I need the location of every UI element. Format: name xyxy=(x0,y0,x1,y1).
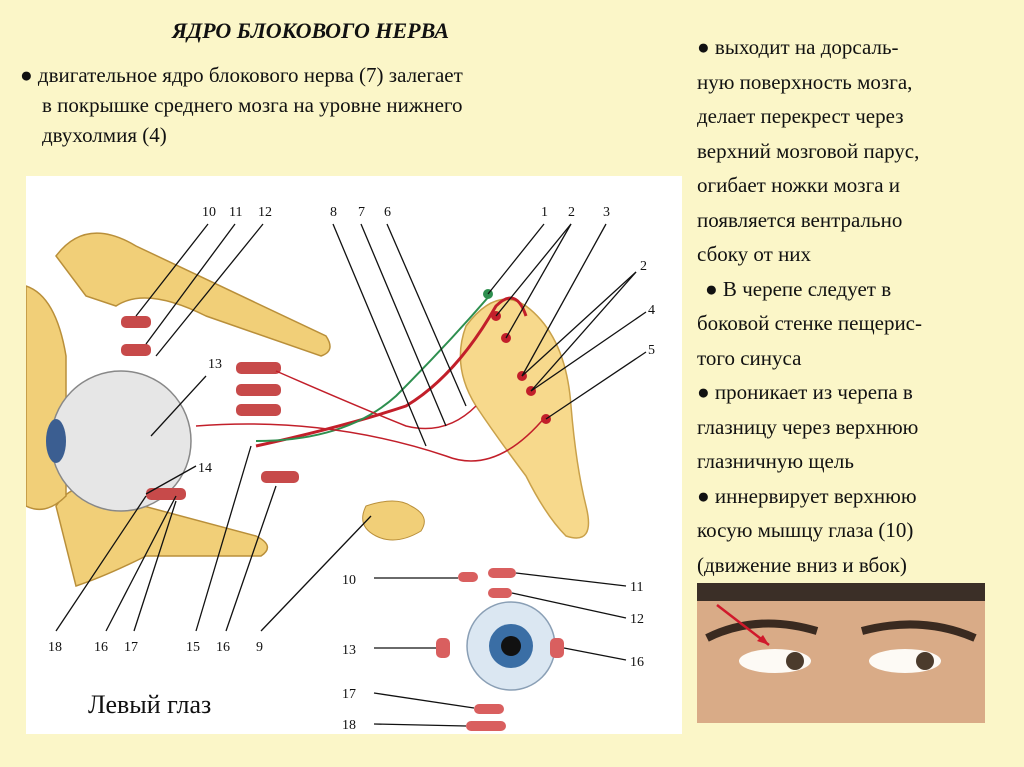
label-3: 3 xyxy=(603,205,610,220)
muscle-inferior-oblique xyxy=(261,471,299,483)
desc-line: косую мышцу глаза (10) xyxy=(697,518,914,542)
label-15: 15 xyxy=(186,640,200,655)
inset-label-10: 10 xyxy=(342,573,356,588)
label-14: 14 xyxy=(198,461,212,476)
label-5: 5 xyxy=(648,343,655,358)
desc-line: ● иннервирует верхнюю xyxy=(697,483,917,508)
label-7: 7 xyxy=(358,205,365,220)
desc-line: появляется вентрально xyxy=(697,207,903,232)
desc-line: ● проникает из черепа в xyxy=(697,380,913,404)
label-18: 18 xyxy=(48,640,62,655)
intro-line-1: ● двигательное ядро блокового нерва (7) залегает xyxy=(20,63,463,87)
desc-line: глазничную щель xyxy=(697,449,854,473)
anatomy-figure xyxy=(26,176,682,734)
label-12: 12 xyxy=(258,205,272,220)
label-8: 8 xyxy=(330,205,337,220)
desc-line: боковой стенке пещерис- xyxy=(697,311,922,335)
label-10: 10 xyxy=(202,205,216,220)
intro-text xyxy=(20,60,660,150)
nerve-thin-2 xyxy=(276,371,476,429)
label-1: 1 xyxy=(541,205,548,220)
muscle-lateral xyxy=(121,344,151,356)
muscle-inferior xyxy=(146,488,186,500)
desc-line: сбоку от них xyxy=(697,242,812,266)
inset-label-12: 12 xyxy=(630,612,644,627)
inset-label-16: 16 xyxy=(630,655,644,670)
label-17: 17 xyxy=(124,640,138,655)
desc-line: ● В черепе следует в xyxy=(705,276,892,301)
intro-line-3: двухолмия (4) xyxy=(42,123,167,147)
desc-line: верхний мозговой парус, xyxy=(697,138,920,163)
nerve-green xyxy=(256,294,491,441)
inset-eye xyxy=(436,568,564,731)
muscle-rectus-1 xyxy=(236,384,281,396)
page-title: ЯДРО БЛОКОВОГО НЕРВА xyxy=(172,18,450,43)
orbit-bone-top xyxy=(56,233,330,356)
label-11: 11 xyxy=(229,205,243,220)
desc-line: того синуса xyxy=(697,345,802,370)
label-16b: 16 xyxy=(216,640,230,655)
desc-line: глазницу через верхнюю xyxy=(697,414,919,439)
cornea xyxy=(46,419,66,463)
label-6: 6 xyxy=(384,205,391,220)
muscle-superior xyxy=(121,316,151,328)
description-text xyxy=(697,30,1017,582)
intro-line-2: в покрышке среднего мозга на уровне нижнего xyxy=(42,93,463,117)
label-13: 13 xyxy=(208,357,222,372)
desc-line: ную поверхность мозга, xyxy=(697,69,913,94)
label-16: 16 xyxy=(94,640,108,655)
brainstem xyxy=(460,299,588,538)
muscle-rectus-2 xyxy=(236,404,281,416)
ciliary-ganglion xyxy=(363,501,425,540)
label-2: 2 xyxy=(568,205,575,220)
figure-caption: Левый глаз xyxy=(88,690,212,719)
inset-label-17: 17 xyxy=(342,687,356,702)
muscle-oblique xyxy=(236,362,281,374)
inset-label-18: 18 xyxy=(342,718,356,733)
label-4: 4 xyxy=(648,303,655,318)
label-9: 9 xyxy=(256,640,263,655)
face-illustration xyxy=(697,583,985,723)
desc-line: огибает ножки мозга и xyxy=(697,173,901,197)
inset-label-11: 11 xyxy=(630,580,644,595)
desc-line: (движение вниз и вбок) xyxy=(697,552,907,577)
label-2b: 2 xyxy=(640,259,647,274)
eye-nerve-diagram xyxy=(26,176,682,734)
desc-line: делает перекрест через xyxy=(697,104,904,128)
inset-label-13: 13 xyxy=(342,643,356,658)
desc-line: ● выходит на дорсаль- xyxy=(697,35,899,59)
face-photo xyxy=(697,583,985,723)
